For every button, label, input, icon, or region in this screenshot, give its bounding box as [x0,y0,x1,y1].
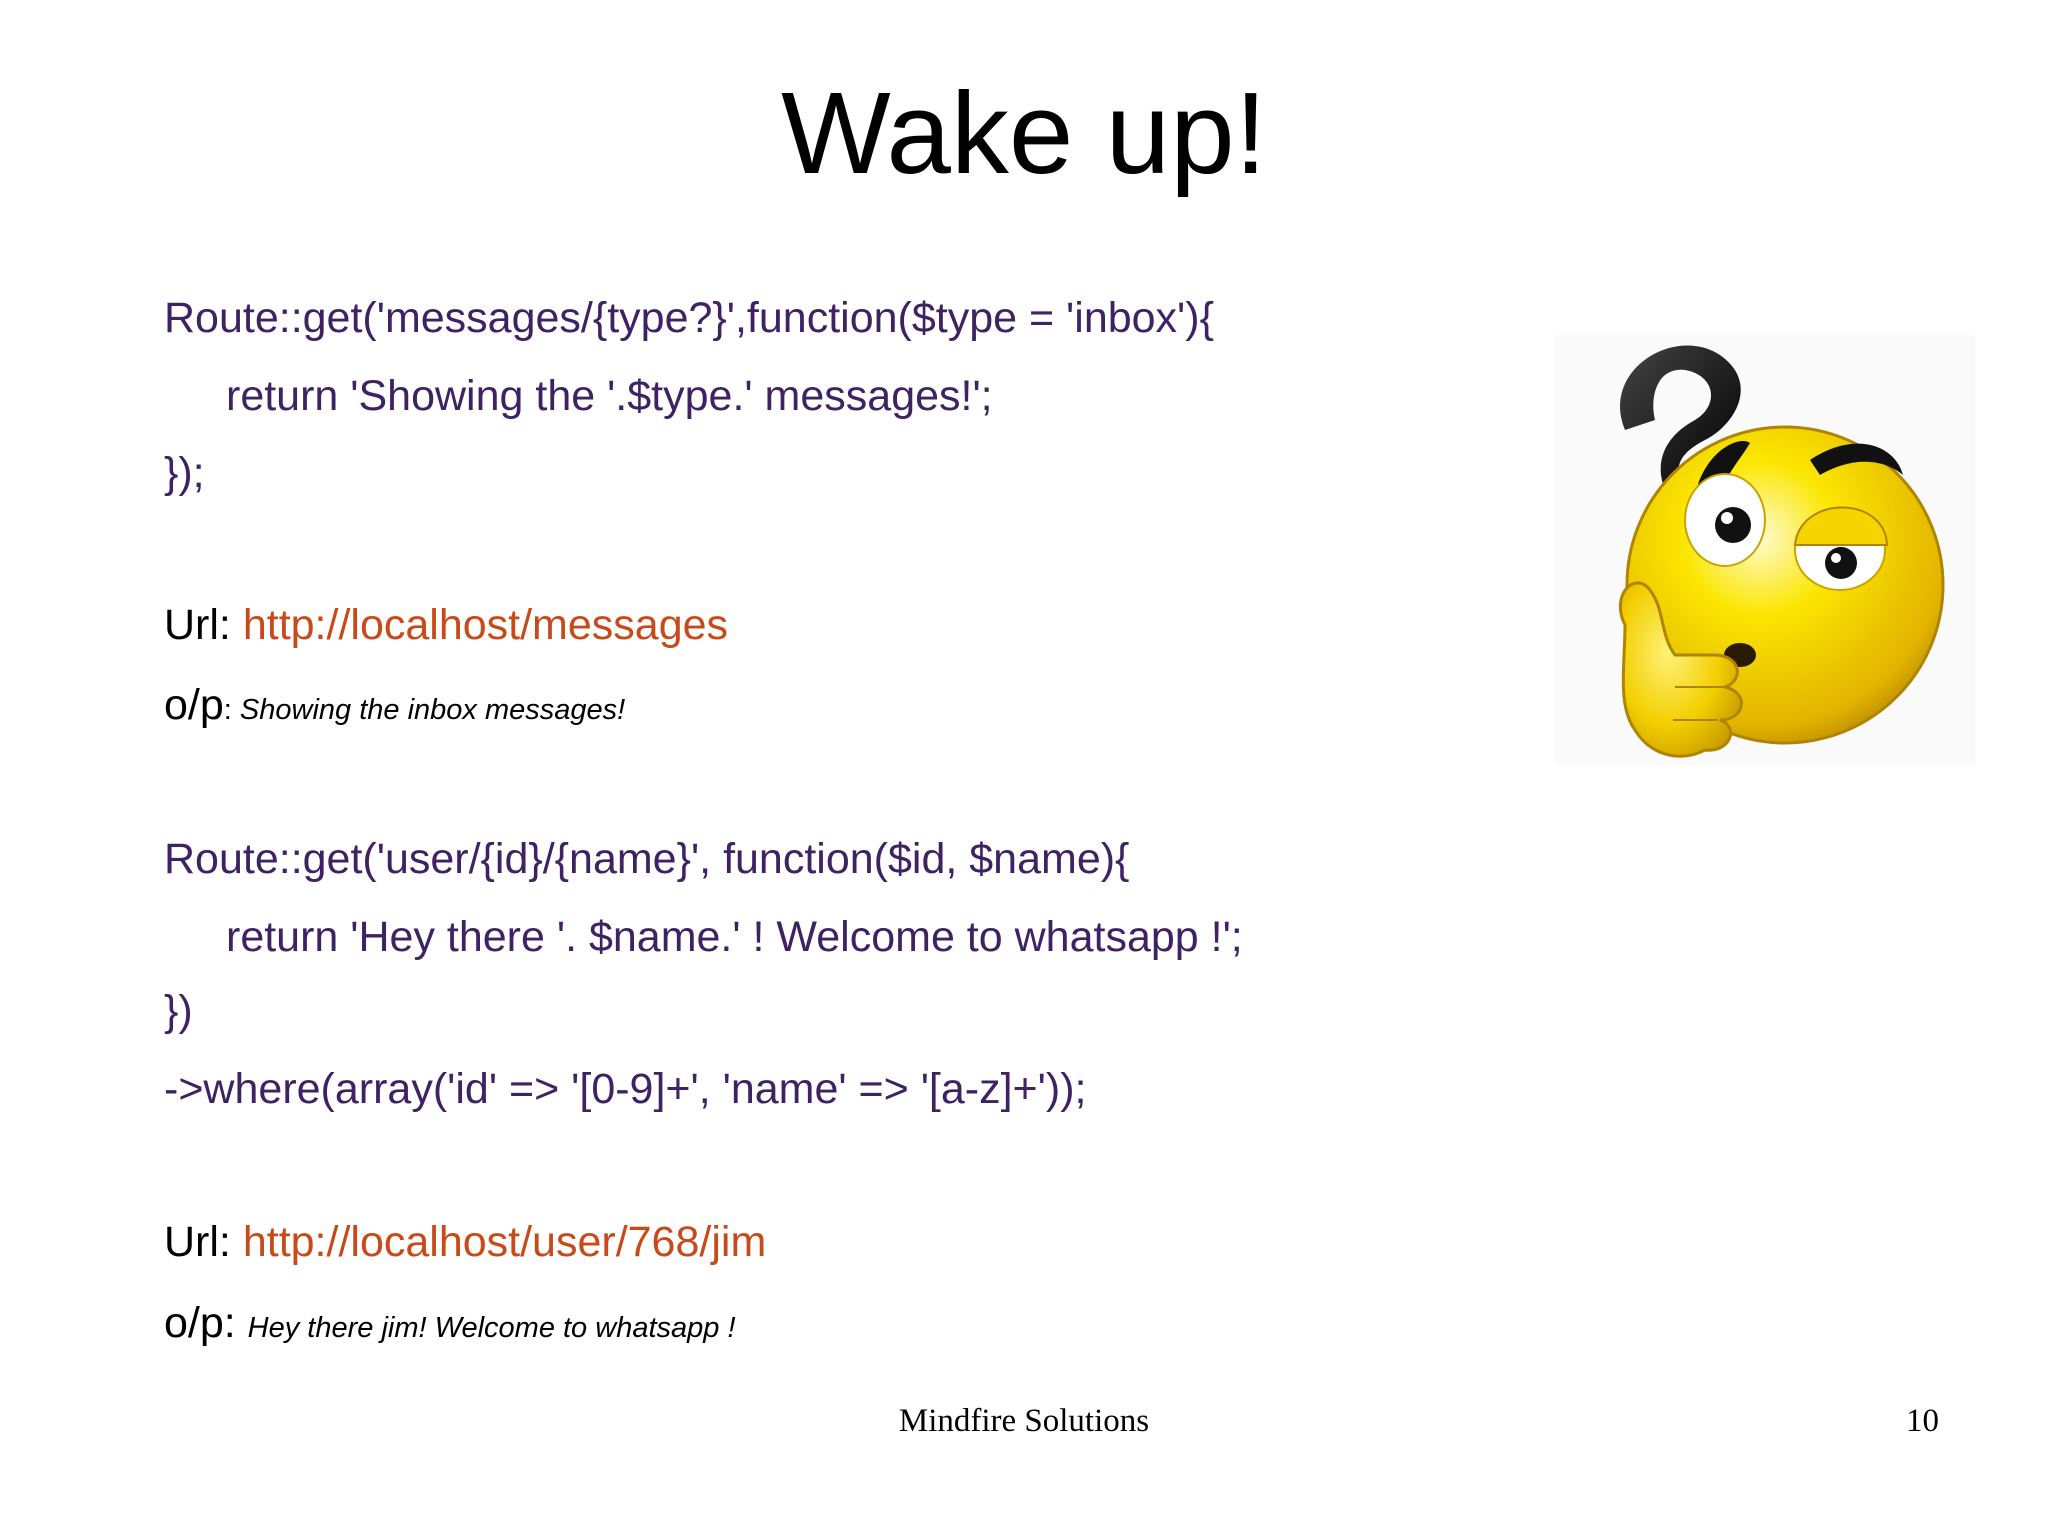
url-line [164,601,729,649]
code-line: return 'Showing the '.$type.' messages!'; [226,372,993,420]
output-separator: : [223,694,240,726]
output-line [164,1299,736,1347]
code-line: Route::get('user/{id}/{name}', function($id, $name){ [164,835,1130,883]
page-number: 10 [1906,1403,1939,1439]
output-label: o/p [164,681,224,729]
output-text: Hey there jim! Welcome to whatsapp ! [247,1312,736,1344]
url-label: Url: [164,601,243,649]
footer-company: Mindfire Solutions [898,1403,1150,1439]
url-label: Url: [164,1218,243,1266]
url-line [164,1218,767,1266]
code-line: }); [164,449,205,497]
url-link[interactable]: http://localhost/messages [242,601,729,649]
slide-title: Wake up! [781,68,1267,198]
code-line: return 'Hey there '. $name.' ! Welcome to whatsapp !'; [226,913,1243,961]
url-link[interactable]: http://localhost/user/768/jim [242,1218,767,1266]
code-line: }) [164,987,193,1035]
output-text: Showing the inbox messages! [239,694,626,726]
thinking-emoji-icon [1555,325,1975,765]
output-label: o/p: [164,1299,248,1347]
code-line: Route::get('messages/{type?}',function($type = 'inbox'){ [164,294,1214,342]
code-line: ->where(array('id' => '[0-9]+', 'name' => '[a-z]+')); [164,1065,1087,1113]
output-line [164,681,626,729]
